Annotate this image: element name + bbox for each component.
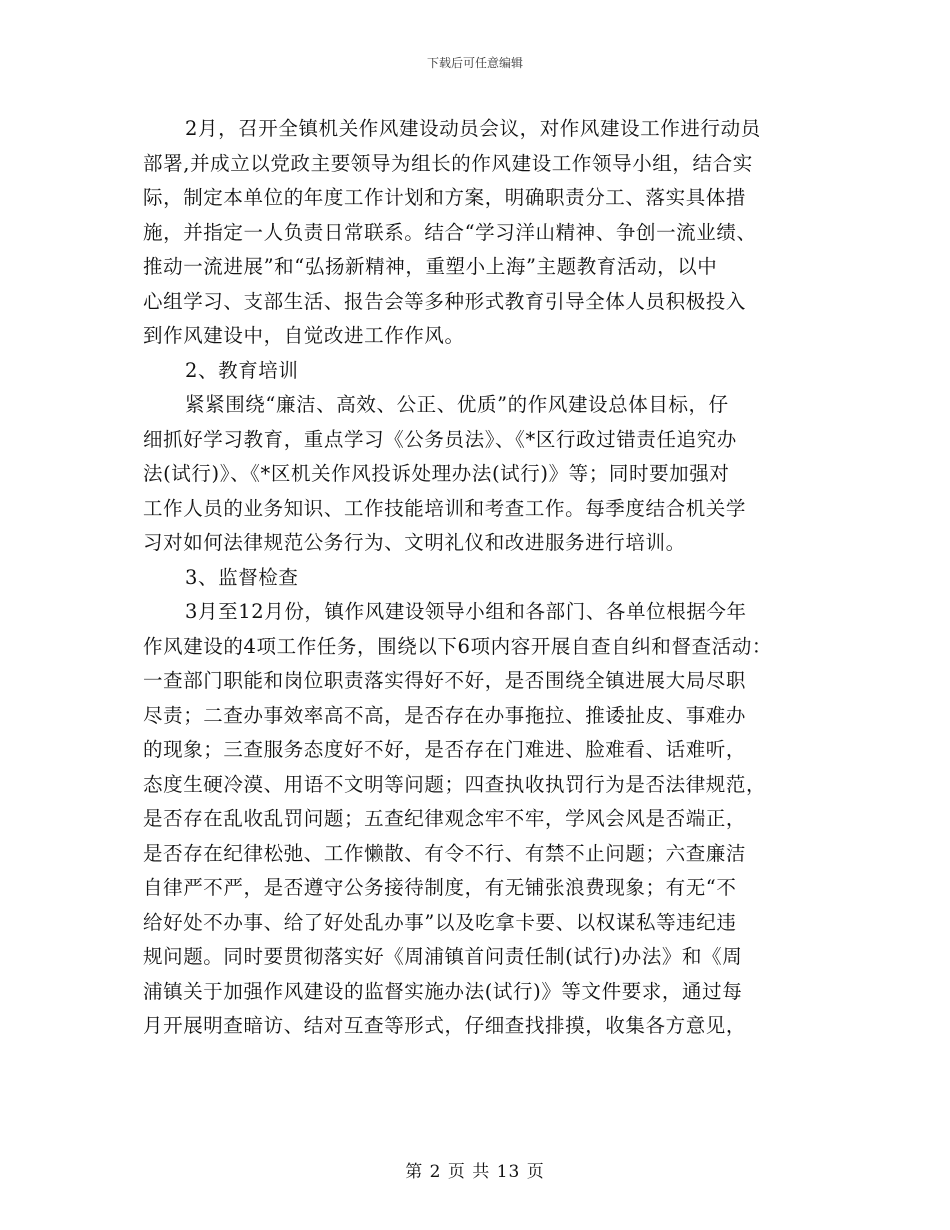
paragraph-line: 施，并指定一人负责日常联系。结合“学习洋山精神、争创一流业绩、 xyxy=(143,220,757,244)
paragraph-line: 一查部门职能和岗位职责落实得好不好，是否围绕全镇进展大局尽职 xyxy=(143,669,747,692)
paragraph-line: 际，制定本单位的年度工作计划和方案，明确职责分工、落实具体措 xyxy=(143,186,747,209)
paragraph-line: 到作风建设中，自觉改进工作作风。 xyxy=(143,324,465,347)
paragraph-line: 细抓好学习教育，重点学习《公务员法》、《*区行政过错责任追究办 xyxy=(143,427,737,451)
paragraph-line: 心组学习、支部生活、报告会等多种形式教育引导全体人员积极投入 xyxy=(143,289,747,313)
page-number-footer: 第 2 页 共 13 页 xyxy=(405,1162,545,1182)
document-body xyxy=(143,112,823,1044)
paragraph-line: 是否存在纪律松弛、工作懒散、有令不行、有禁不止问题；六查廉洁 xyxy=(143,841,747,865)
paragraph-line: 工作人员的业务知识、工作技能培训和考查工作。每季度结合机关学 xyxy=(143,496,747,520)
paragraph-line: 给好处不办事、给了好处乱办事”以及吃拿卡要、以权谋私等违纪违 xyxy=(143,910,737,934)
paragraph-line: 法(试行)》、《*区机关作风投诉处理办法(试行)》等；同时要加强对 xyxy=(143,462,730,485)
paragraph-line: 习对如何法律规范公务行为、文明礼仪和改进服务进行培训。 xyxy=(143,531,686,554)
paragraph-line: 态度生硬冷漠、用语不文明等问题；四查执收执罚行为是否法律规范， xyxy=(143,772,767,796)
paragraph-line: 浦镇关于加强作风建设的监督实施办法(试行)》等文件要求，通过每 xyxy=(143,979,743,1003)
paragraph-line: 推动一流进展”和“弘扬新精神，重塑小上海”主题教育活动，以中 xyxy=(143,255,718,278)
paragraph-line: 的现象；三查服务态度好不好，是否存在门难进、脸难看、话难听， xyxy=(143,738,747,761)
paragraph-line: 2月，召开全镇机关作风建设动员会议，对作风建设工作进行动员 xyxy=(185,117,761,140)
paragraph-line: 部署,并成立以党政主要领导为组长的作风建设工作领导小组，结合实 xyxy=(143,151,753,175)
paragraph-line: 自律严不严，是否遵守公务接待制度，有无铺张浪费现象；有无“不 xyxy=(143,876,737,899)
paragraph-line: 尽责；二查办事效率高不高，是否存在办事拖拉、推诿扯皮、事难办 xyxy=(143,703,747,727)
page-header: 下载后可任意编辑 xyxy=(426,56,523,70)
paragraph-line: 月开展明查暗访、结对互查等形式，仔细查找排摸，收集各方意见， xyxy=(143,1014,747,1037)
paragraph-line: 是否存在乱收乱罚问题；五查纪律观念牢不牢，学风会风是否端正， xyxy=(143,807,747,830)
paragraph-line: 规问题。同时要贯彻落实好《周浦镇首问责任制(试行)办法》和《周 xyxy=(143,945,743,968)
paragraph-line: 3月至12月份，镇作风建设领导小组和各部门、各单位根据今年 xyxy=(185,600,747,623)
paragraph-line: 紧紧围绕“廉洁、高效、公正、优质”的作风建设总体目标，仔 xyxy=(185,393,729,416)
section-heading: 3、监督检查 xyxy=(185,565,299,589)
paragraph-line: 作风建设的4项工作任务，围绕以下6项内容开展自查自纠和督查活动： xyxy=(143,634,773,658)
section-heading: 2、教育培训 xyxy=(185,358,299,382)
